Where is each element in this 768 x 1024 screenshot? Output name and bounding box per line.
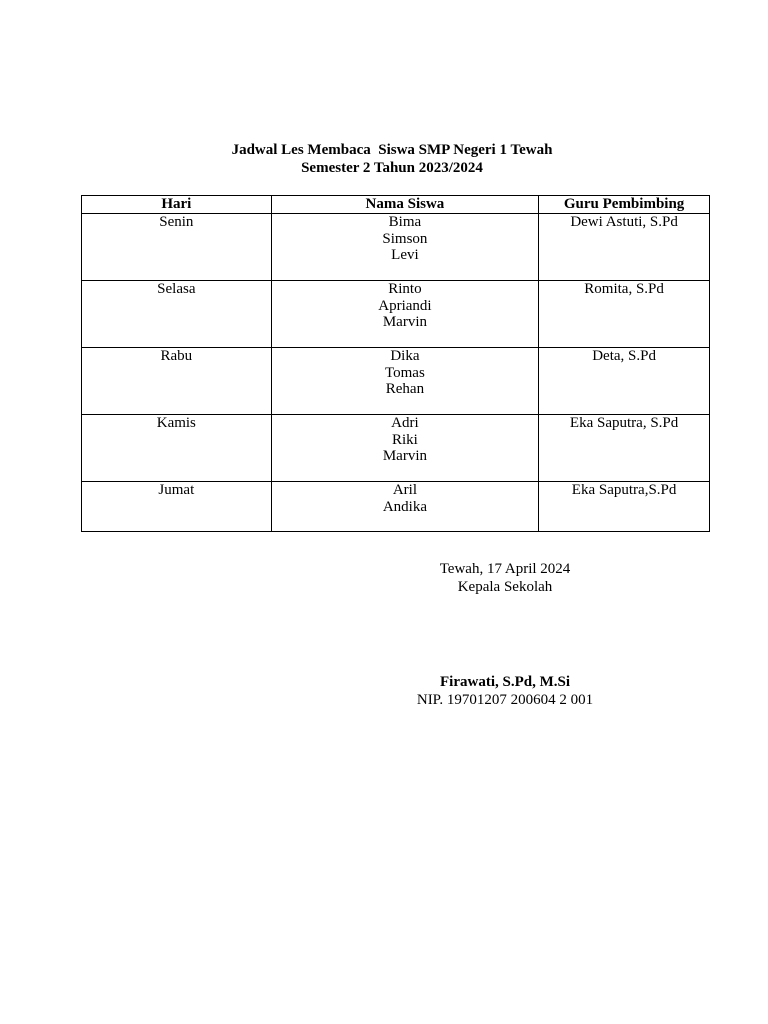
- teacher-cell: Dewi Astuti, S.Pd: [539, 214, 710, 281]
- teacher-cell: Deta, S.Pd: [539, 348, 710, 415]
- table-row: [82, 214, 710, 281]
- signature-header: [390, 560, 620, 596]
- signatory-position: Kepala Sekolah: [457, 579, 553, 595]
- student-name: Dika: [390, 348, 420, 364]
- table-header-row: [82, 196, 710, 214]
- header-nama-siswa: Nama Siswa: [271, 196, 539, 214]
- student-name: Apriandi: [378, 297, 432, 314]
- student-name: Marvin: [382, 314, 427, 330]
- students-cell: [271, 415, 539, 482]
- students-cell: [271, 482, 539, 532]
- student-name: Riki: [391, 431, 418, 448]
- student-name: Tomas: [385, 364, 425, 381]
- teacher-cell: Eka Saputra, S.Pd: [539, 415, 710, 482]
- students-cell: [271, 281, 539, 348]
- students-cell: [271, 214, 539, 281]
- student-name: Levi: [391, 247, 419, 263]
- student-name: Andika: [382, 498, 427, 515]
- student-name: Adri: [391, 415, 419, 431]
- day-cell: Rabu: [82, 348, 272, 415]
- header-hari: Hari: [82, 196, 272, 214]
- table-row: [82, 348, 710, 415]
- table-row: [82, 482, 710, 532]
- schedule-table: [81, 195, 710, 532]
- signature-footer: [390, 673, 620, 709]
- table-row: [82, 415, 710, 482]
- table-row: [82, 281, 710, 348]
- header-guru-pembimbing: Guru Pembimbing: [539, 196, 710, 214]
- document-title: [0, 141, 768, 177]
- student-name: Marvin: [382, 448, 427, 464]
- students-cell: [271, 348, 539, 415]
- day-cell: Senin: [82, 214, 272, 281]
- day-cell: Jumat: [82, 482, 272, 532]
- signatory-nip: NIP. 19701207 200604 2 001: [416, 692, 594, 708]
- teacher-cell: Romita, S.Pd: [539, 281, 710, 348]
- student-name: Bima: [388, 214, 422, 230]
- day-cell: Kamis: [82, 415, 272, 482]
- teacher-cell: Eka Saputra,S.Pd: [539, 482, 710, 532]
- title-line-1: Jadwal Les Membaca Siswa SMP Negeri 1 Tewah: [231, 142, 553, 158]
- day-cell: Selasa: [82, 281, 272, 348]
- student-name: Rinto: [388, 281, 422, 297]
- place-date: Tewah, 17 April 2024: [439, 561, 571, 577]
- signatory-name: Firawati, S.Pd, M.Si: [440, 674, 570, 690]
- student-name: Rehan: [385, 381, 425, 397]
- title-line-2: Semester 2 Tahun 2023/2024: [301, 160, 483, 176]
- student-name: Aril: [392, 482, 417, 498]
- student-name: Simson: [382, 230, 428, 247]
